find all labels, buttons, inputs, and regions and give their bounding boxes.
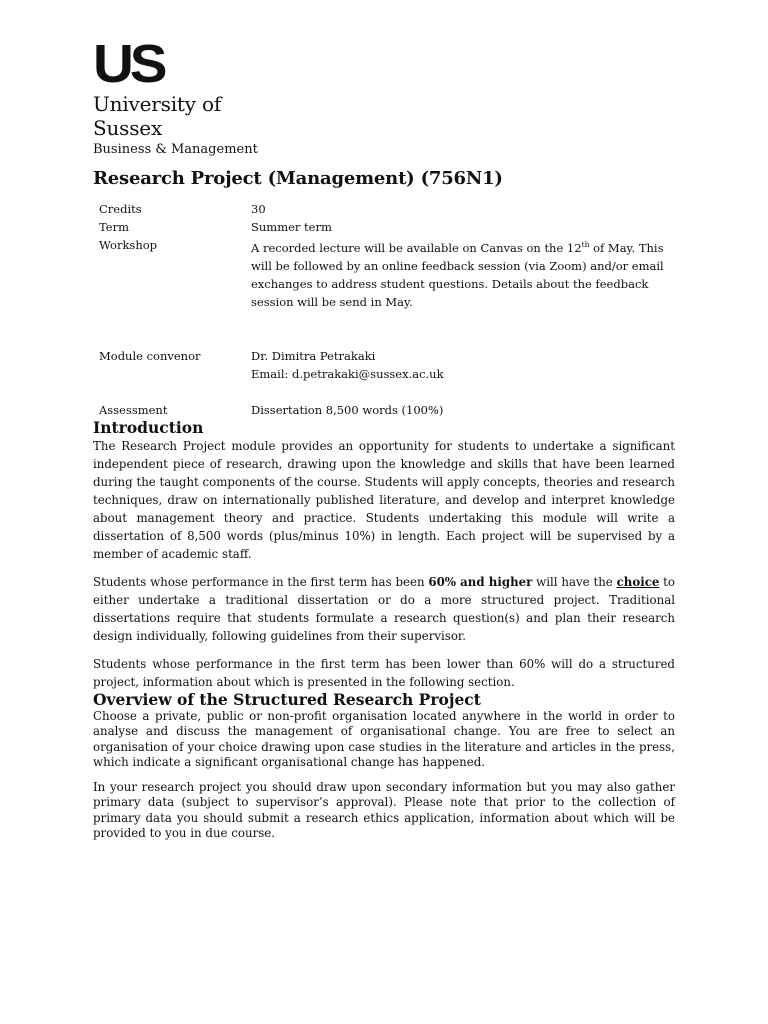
intro-p2-choice: choice (616, 574, 660, 589)
convenor-label: Module convenor (99, 348, 201, 363)
intro-p2-text-a: Students whose performance in the first term has been (93, 574, 429, 589)
introduction-paragraph-3: Students whose performance in the first term has been lower than 60% will do a structured project, information about which is presented in the following section. (93, 656, 675, 689)
logo-university-name: University of Sussex (93, 92, 222, 140)
intro-p2-text-b: will have the (532, 574, 617, 589)
introduction-paragraph-2 (93, 573, 675, 645)
convenor-email: Email: d.petrakaki@sussex.ac.uk (251, 366, 444, 381)
document-page (93, 34, 676, 842)
overview-paragraph-1: Choose a private, public or non-profit organisation located anywhere in the world in order to analyse and discuss the management of organisational change. You are free to select an organisation of your choice drawing upon case studies in the literature and articles in the press, which indicate a significant organisational change has happened. (93, 708, 675, 770)
university-logo (93, 34, 293, 157)
assessment-label: Assessment (99, 402, 168, 417)
workshop-value (251, 236, 675, 311)
introduction-heading: Introduction (93, 417, 204, 437)
page-title: Research Project (Management) (756N1) (93, 168, 503, 189)
meta-row-workshop (99, 236, 675, 311)
meta-row-credits (99, 200, 675, 218)
meta-row-term (99, 218, 675, 236)
workshop-text-a: A recorded lecture will be available on Canvas on the 12 (251, 240, 582, 255)
overview-heading: Overview of the Structured Research Project (93, 689, 481, 709)
meta-row-convenor (99, 347, 675, 383)
logo-mark: US (93, 34, 164, 94)
module-details (93, 200, 675, 419)
term-label: Term (99, 220, 129, 234)
logo-school-name: Business & Management (93, 142, 258, 157)
meta-row-assessment (99, 401, 675, 419)
intro-p2-bold: 60% and higher (428, 574, 533, 589)
workshop-ordinal: th (581, 240, 590, 249)
convenor-value (251, 347, 675, 383)
credits-value: 30 (251, 202, 266, 216)
intro-p2-text-c: to either undertake a traditional dissertation or do a more structured project. Traditional dissertations require that students formulate a research question(s) and plan their research design individually, following guidelines from their supervisor. (93, 574, 676, 643)
workshop-text-b: of May. This will be followed by an online feedback session (via Zoom) and/or email exchanges to address student questions. Details about the feedback session will be send in May. (251, 240, 664, 309)
term-value: Summer term (251, 220, 332, 234)
introduction-paragraph-1: The Research Project module provides an opportunity for students to undertake a significant independent piece of research, drawing upon the knowledge and skills that have been learned during the taught components of the course. Students will apply concepts, theories and research techniques, draw on internationally published literature, and develop and interpret knowledge about management theory and practice. Students undertaking this module will write a dissertation of 8,500 words (plus/minus 10%) in length. Each project will be supervised by a member of academic staff. (93, 438, 675, 561)
credits-label: Credits (99, 202, 142, 216)
convenor-name: Dr. Dimitra Petrakaki (251, 348, 376, 363)
overview-paragraph-2: In your research project you should draw upon secondary information but you may also gather primary data (subject to supervisor’s approval). Please note that prior to the collection of primary data you should submit a research ethics application, information about which will be provided to you in due course. (93, 779, 675, 841)
assessment-value: Dissertation 8,500 words (100%) (251, 402, 444, 417)
workshop-label: Workshop (99, 238, 158, 252)
